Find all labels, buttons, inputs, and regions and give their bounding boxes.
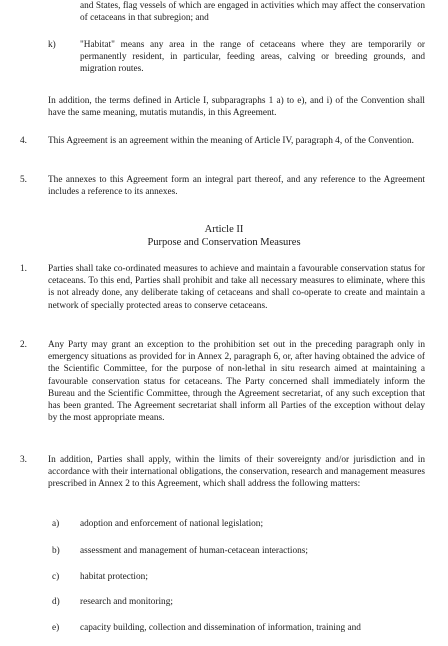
article-para-2-text: Any Party may grant an exception to the prohibition set out in the preceding paragraph only in emergency situations as provided for in Annex 2, paragraph 6, or, after having obtained the advice of the Scientific Committee, for the purpose of non-lethal in situ research aimed at maintaining a favourable conservation status for cetaceans. The Party concerned shall immediately inform the Bureau and the Scientific Committee, through the Agreement secretariat, of any such exception that has been granted. The Agreement secretariat shall inform all Parties of the exception without delay by the most appropriate means.: [48, 340, 425, 424]
article-para-number-3: 3.: [20, 455, 27, 465]
article-para-number-2: 2.: [20, 340, 27, 350]
article-para-1-text: Parties shall take co-ordinated measures to achieve and maintain a favourable conservation status for cetaceans. To this end, Parties shall prohibit and take all necessary measures to eliminate, where this is not already done, any deliberate taking of cetaceans and shall co-operate to create and maintain a network of specially protected areas to conserve cetaceans.: [48, 264, 425, 311]
list-label-b: b): [52, 546, 60, 556]
article-para-number-1: 1.: [20, 264, 27, 274]
list-label-d: d): [52, 597, 60, 607]
item-label-k: k): [48, 40, 56, 50]
list-item-d: research and monitoring;: [80, 597, 173, 607]
list-label-a: a): [52, 519, 60, 529]
para-5-text: The annexes to this Agreement form an integral part thereof, and any reference to the Agreement includes a reference to its annexes.: [48, 175, 425, 198]
item-k-text: "Habitat" means any area in the range of cetaceans where they are temporarily or permanently resident, in particular, feeding areas, calving or breeding grounds, and migration routes.: [80, 40, 425, 75]
para-4-text: This Agreement is an agreement within the meaning of Article IV, paragraph 4, of the Convention.: [48, 136, 414, 146]
article-para-3-text: In addition, Parties shall apply, within the limits of their sovereignty and/or jurisdiction and in accordance with their international obligations, the conservation, research and management measures prescribed in Annex 2 to this Agreement, which shall address the following matters:: [48, 455, 425, 490]
paragraph-continuation: and States, flag vessels of which are engaged in activities which may affect the conservation of cetaceans in that subregion; and: [80, 1, 425, 24]
list-label-c: c): [52, 572, 60, 582]
list-item-c: habitat protection;: [80, 572, 148, 582]
para-number-4: 4.: [20, 136, 27, 146]
article-title: Article II: [204, 224, 244, 235]
paragraph-in-addition: In addition, the terms defined in Article I, subparagraphs 1 a) to e), and i) of the Convention shall have the same meaning, mutatis mutandis, in this Agreement.: [48, 96, 425, 119]
article-subtitle: Purpose and Conservation Measures: [147, 237, 301, 248]
list-item-b: assessment and management of human-cetacean interactions;: [80, 546, 308, 556]
list-item-e: capacity building, collection and dissemination of information, training and: [80, 623, 361, 633]
para-number-5: 5.: [20, 175, 27, 185]
list-item-a: adoption and enforcement of national legislation;: [80, 519, 264, 529]
list-label-e: e): [52, 623, 60, 633]
